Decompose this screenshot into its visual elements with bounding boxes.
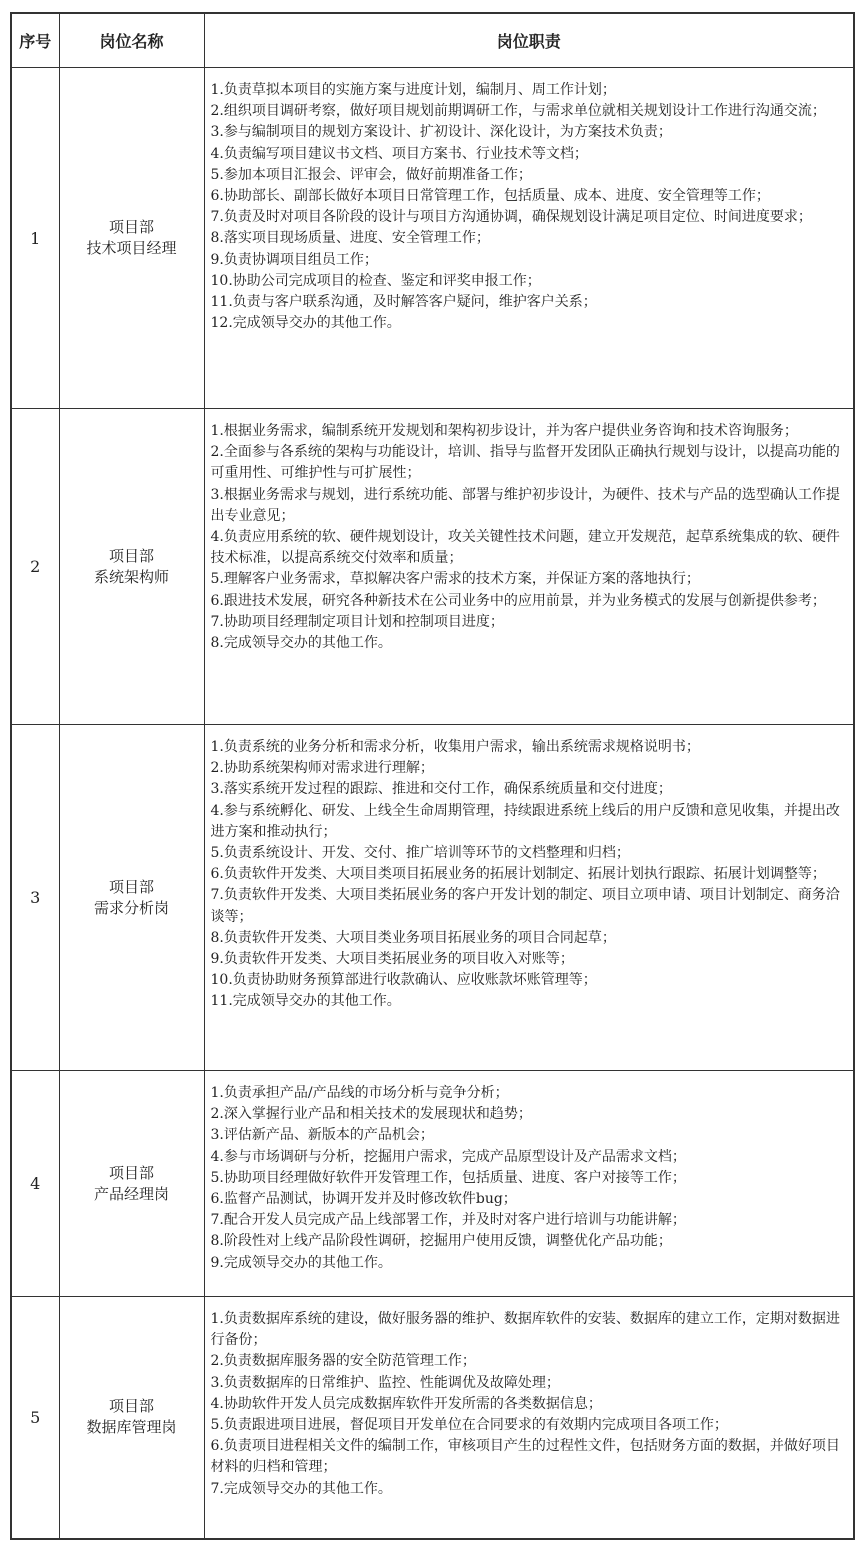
duty-item: 8.阶段性对上线产品阶段性调研，挖掘用户使用反馈，调整优化产品功能； [210,1233,672,1250]
duty-item: 7.负责软件开发类、大项目类拓展业务的客户开发计划的制定、项目立项申请、项目计划制定、商务洽谈等； [210,887,840,925]
duty-item: 9.负责协调项目组员工作； [210,251,378,268]
role-title: 技术项目经理 [86,239,177,257]
table-row [11,1071,854,1297]
duties-cell [204,1297,854,1539]
row-index: 5 [11,1297,59,1539]
duty-item: 1.负责草拟本项目的实施方案与进度计划，编制月、周工作计划； [210,82,616,98]
duty-item: 2.负责数据库服务器的安全防范管理工作； [210,1353,476,1370]
duty-item: 3.评估新产品、新版本的产品机会； [210,1127,434,1144]
role-cell [59,1071,204,1297]
role-title: 数据库管理岗 [86,1418,177,1437]
duty-item: 3.负责数据库的日常维护、监控、性能调优及故障处理； [210,1374,560,1391]
duty-item: 6.协助部长、副部长做好本项目日常管理工作，包括质量、成本、进度、安全管理等工作； [210,188,770,205]
duty-item: 1.负责数据库系统的建设，做好服务器的维护、数据库软件的安装、数据库的建立工作，定期对数据进行备份； [210,1311,840,1349]
header-row [11,13,854,68]
role-title: 产品经理岗 [93,1184,169,1203]
duty-item: 5.负责系统设计、开发、交付、推广培训等环节的文档整理和归档； [210,845,630,862]
duty-item: 2.深入掌握行业产品和相关技术的发展现状和趋势； [210,1106,532,1123]
duty-item: 4.协助软件开发人员完成数据库软件开发所需的各类数据信息； [210,1395,602,1412]
header-index: 序号 [11,13,59,68]
duty-item: 5.负责跟进项目进展，督促项目开发单位在合同要求的有效期内完成项目各项工作； [210,1417,728,1434]
table-row [11,1297,854,1539]
duty-item: 3.参与编制项目的规划方案设计、扩初设计、深化设计，为方案技术负责； [210,124,672,141]
table-row [11,725,854,1071]
header-duties: 岗位职责 [204,13,854,68]
duty-item: 11.完成领导交办的其他工作。 [210,993,401,1010]
duty-item: 7.配合开发人员完成产品上线部署工作，并及时对客户进行培训与功能讲解； [210,1212,686,1229]
duty-item: 4.负责应用系统的软、硬件规划设计，攻关关键性技术问题，建立开发规范，起草系统集成的软、硬件技术标准，以提高系统交付效率和质量； [210,529,840,567]
role-department: 项目部 [108,1397,154,1416]
table-row [11,68,854,409]
duties-cell [204,725,854,1071]
table-body [11,68,854,1539]
duty-item: 7.负责及时对项目各阶段的设计与项目方沟通协调，确保规划设计满足项目定位、时间进度要求； [210,209,812,226]
duty-item: 11.负责与客户联系沟通，及时解答客户疑问，维护客户关系； [210,294,597,311]
row-index: 1 [11,68,59,409]
duty-item: 6.负责项目进程相关文件的编制工作，审核项目产生的过程性文件，包括财务方面的数据，并做好项目材料的归档和管理； [210,1438,840,1476]
role-cell [59,725,204,1071]
job-duties-table [10,12,855,1540]
duty-item: 7.协助项目经理制定项目计划和控制项目进度； [210,613,504,630]
duty-item: 4.参与市场调研与分析，挖掘用户需求，完成产品原型设计及产品需求文档； [210,1148,686,1165]
duty-item: 6.负责软件开发类、大项目类项目拓展业务的拓展计划制定、拓展计划执行跟踪、拓展计划调整等； [210,866,826,883]
duty-item: 4.负责编写项目建议书文档、项目方案书、行业技术等文档； [210,145,588,162]
duty-item: 10.协助公司完成项目的检查、鉴定和评奖申报工作； [210,272,541,289]
duty-item: 1.根据业务需求，编制系统开发规划和架构初步设计，并为客户提供业务咨询和技术咨询服务； [210,423,798,439]
duties-cell [204,68,854,409]
role-department: 项目部 [108,877,154,896]
duty-item: 8.负责软件开发类、大项目类业务项目拓展业务的项目合同起草； [210,929,616,946]
duty-item: 3.根据业务需求与规划，进行系统功能、部署与维护初步设计，为硬件、技术与产品的选型确认工作提出专业意见； [210,486,840,524]
duty-item: 2.协助系统架构师对需求进行理解； [210,760,434,777]
duty-item: 9.完成领导交办的其他工作。 [210,1254,392,1271]
duty-item: 6.监督产品测试，协调开发并及时修改软件bug； [210,1191,517,1208]
duty-item: 10.负责协助财务预算部进行收款确认、应收账款坏账管理等； [210,972,597,989]
row-index: 2 [11,409,59,725]
duty-item: 3.落实系统开发过程的跟踪、推进和交付工作，确保系统质量和交付进度； [210,781,672,798]
role-cell [59,1297,204,1539]
duties-cell [204,409,854,725]
duty-item: 8.落实项目现场质量、进度、安全管理工作； [210,230,490,247]
row-index: 4 [11,1071,59,1297]
role-department: 项目部 [108,218,154,236]
duty-item: 2.全面参与各系统的架构与功能设计，培训、指导与监督开发团队正确执行规划与设计，以提高功能的可重用性、可维护性与可扩展性； [210,444,840,482]
table-row [11,409,854,725]
duty-item: 2.组织项目调研考察，做好项目规划前期调研工作，与需求单位就相关规划设计工作进行沟通交流； [210,103,826,120]
header-title: 岗位名称 [59,13,204,68]
duty-item: 1.负责系统的业务分析和需求分析，收集用户需求，输出系统需求规格说明书； [210,739,700,755]
duty-item: 5.参加本项目汇报会、评审会，做好前期准备工作； [210,166,532,183]
role-title: 系统架构师 [93,567,169,586]
duty-item: 7.完成领导交办的其他工作。 [210,1480,392,1497]
role-cell [59,409,204,725]
role-cell [59,68,204,409]
duty-item: 12.完成领导交办的其他工作。 [210,315,401,332]
duty-item: 5.协助项目经理做好软件开发管理工作，包括质量、进度、客户对接等工作； [210,1169,686,1186]
role-title: 需求分析岗 [93,898,169,917]
duty-item: 8.完成领导交办的其他工作。 [210,635,392,652]
row-index: 3 [11,725,59,1071]
duties-cell [204,1071,854,1297]
duty-item: 6.跟进技术发展，研究各种新技术在公司业务中的应用前景，并为业务模式的发展与创新提供参考； [210,592,826,609]
duty-item: 5.理解客户业务需求，草拟解决客户需求的技术方案，并保证方案的落地执行； [210,571,700,588]
role-department: 项目部 [108,546,154,565]
duty-item: 9.负责软件开发类、大项目类拓展业务的项目收入对账等； [210,951,574,968]
duty-item: 1.负责承担产品/产品线的市场分析与竞争分析； [210,1085,509,1101]
duty-item: 4.参与系统孵化、研发、上线全生命周期管理，持续跟进系统上线后的用户反馈和意见收集，并提出改进方案和推动执行； [210,802,840,840]
role-department: 项目部 [108,1163,154,1182]
